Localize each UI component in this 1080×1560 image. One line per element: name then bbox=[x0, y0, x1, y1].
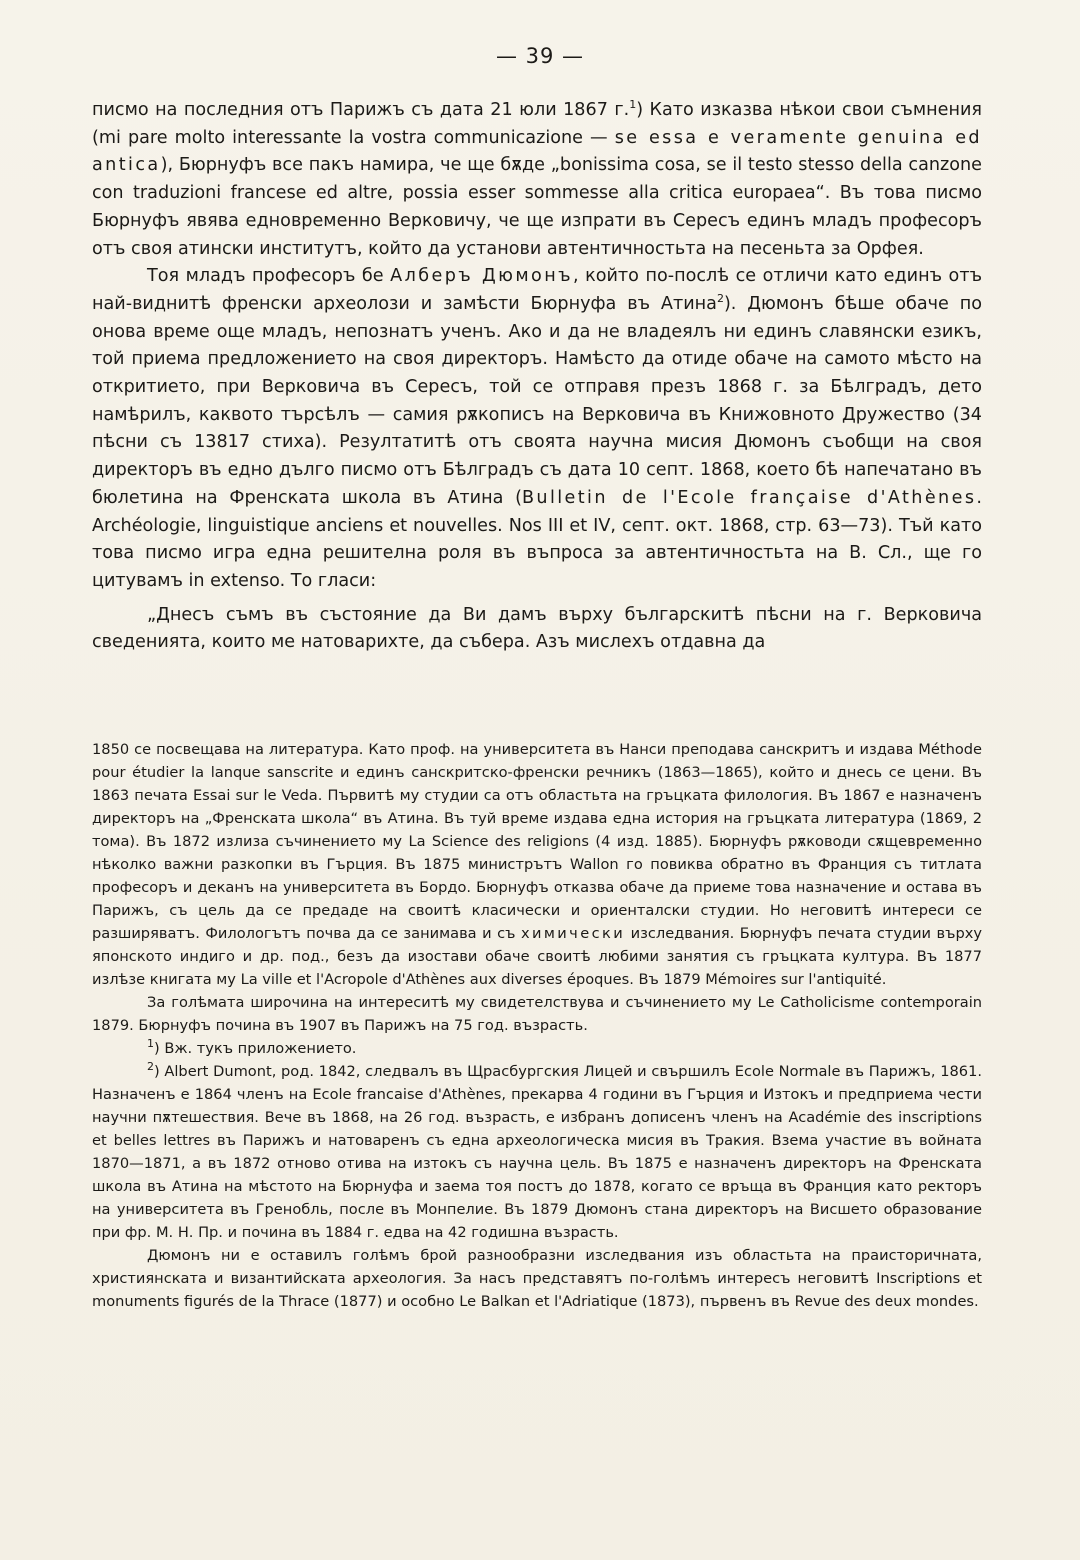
p1-text-b: ) Като изказва нѣкои свои съмнения (mi pare molto interessante la vostra communicazione — bbox=[92, 100, 982, 148]
p2-text-a: Тоя младъ професоръ бе bbox=[147, 266, 391, 287]
main-text bbox=[92, 97, 982, 657]
paragraph-2 bbox=[92, 263, 982, 595]
paragraph-1 bbox=[92, 97, 982, 263]
p2-text-b: , който по-послѣ се отличи като единъ отъ най-виднитѣ френски археолози и замѣсти Бюрнуфа въ Атина bbox=[92, 266, 982, 314]
footnote-2-continuation: Дюмонъ ни е оставилъ голѣмъ брой разнообразни изследвания изъ областьта на праисторичната, християнската и византийската археология. За насъ представятъ по-голѣмъ интересъ неговитѣ Inscriptions et monuments figurés de la Thrace (1877) и особно Le Balkan et l'Adriatique (1873), първенъ въ Revue des deux mondes. bbox=[92, 1247, 982, 1310]
p2-text-d: . Archéologie, linguistique anciens et nouvelles. Nos III et IV, септ. окт. 1868, стр. 63—73). Тъй като това писмо игра една решителна роля въ въпроса за автентичностьта на В. Сл., ще го цитувамъ in extenso. То гласи: bbox=[92, 487, 982, 591]
footnote-2-text: ) Albert Dumont, род. 1842, следвалъ въ Щрасбургския Лицей и свършилъ Ecole Normale въ Парижъ, 1861. Назначенъ е 1864 членъ на Ecole francaise d'Athènes, прекарва 4 години въ Гърция и Изтокъ и предприема чести научни пѫтешествия. Вече въ 1868, на 26 год. възрасть, е избранъ дописенъ членъ на Académie des inscriptions et belles lettres въ Парижъ и натоваренъ съ една археологическа мисия въ Тракия. Взема участие въ войната 1870—1871, а въ 1872 отново отива на изтокъ съ научна цель. Въ 1875 е назначенъ директоръ на Френската школа въ Атина на мѣстото на Бюрнуфа и заема тоя постъ до 1878, когато се връща въ Франция като ректоръ на университета въ Гренобль, после въ Монпелие. Въ 1879 Дюмонъ стана директоръ на Висшето образование при фр. М. Н. Пр. и почина въ 1884 г. едва на 42 годишна възрасть. bbox=[92, 1063, 982, 1241]
footnote-1-marker: 1 bbox=[147, 1037, 154, 1051]
p2-text-c: ). Дюмонъ бѣше обаче по онова време още младъ, непознатъ ученъ. Ако и да не владеялъ ни единъ славянски езикъ, той приема предложението на своя директоръ. Намѣсто да отиде обаче на самото мѣсто на откритието, при Верковича въ Сересъ, той се отправя презъ 1868 г. за Бѣлградъ, дето намѣрилъ, каквото търсѣлъ — самия рѫкописъ на Верковича въ Книжовното Дружество (34 пѣсни съ 13817 стиха). Резултатитѣ отъ своята научна мисия Дюмонъ съобщи на своя директоръ въ едно дълго писмо отъ Бѣлградъ съ дата 10 септ. 1868, което бѣ напечатано въ бюлетина на Френската школа въ Атина ( bbox=[92, 293, 982, 508]
page-number: — 39 — bbox=[495, 44, 585, 68]
fn-cont-text: 1850 се посвещава на литература. Като проф. на университета въ Нанси преподава санскритъ и издава Méthode pour étudier la lanque sanscrite и единъ санскритско-френски речникъ (1863—1865), който и днесь се цени. Въ 1863 печата Essai sur le Veda. Първитѣ му студии са отъ областьта на гръцката филология. Въ 1867 е назначенъ директоръ на „Френската школа“ въ Атина. Въ туй време издава една история на гръцката литература (1869, 2 тома). Въ 1872 излиза съчинението му La Science des religions (4 изд. 1885). Бюрнуфъ рѫководи сѫщевременно нѣколко важни разкопки въ Гърция. Въ 1875 министрътъ Wallon го повиква обратно въ Франция съ титлата професоръ и деканъ на университета въ Бордо. Бюрнуфъ отказва обаче да приеме това назначение и остава въ Парижъ, съ цель да се предаде на своитѣ класически и ориенталски студии. Но неговитѣ интереси се разширяватъ. Филологътъ почва да се занимава и съ bbox=[92, 741, 982, 942]
footnote-2 bbox=[92, 1060, 982, 1244]
p2-spaced-name: Алберъ Дюмонъ bbox=[390, 266, 573, 287]
p1-spaced-quote: se essa e veramente genuina ed antica bbox=[92, 127, 982, 176]
footnote-1-text: ) Вж. тукъ приложението. bbox=[154, 1040, 357, 1057]
fn-cont-spaced: химически bbox=[520, 925, 626, 942]
footnote-ref-2: 2 bbox=[716, 292, 724, 306]
p2-bulletin-title: Bulletin de l'Ecole française d'Athènes bbox=[521, 487, 977, 508]
footnote-continuation bbox=[92, 738, 982, 991]
footnote-continuation-2: За голѣмата широчина на интереситѣ му свидетелствува и съчинението му Le Catholicisme contemporain 1879. Бюрнуфъ почина въ 1907 въ Парижъ на 75 год. възрасть. bbox=[92, 994, 982, 1034]
p1-text-c: ), Бюрнуфъ все пакъ намира, че ще бѫде „bonissima cosa, se il testo stesso della canzone con traduzioni francese ed altre, possia esser sommesse alla critica europaea“. Въ това писмо Бюрнуфъ явява едновременно Верковичу, че ще изпрати въ Сересъ единъ младъ професоръ отъ своя атински институтъ, който да установи автентичностьта на песеньта за Орфея. bbox=[92, 155, 982, 259]
paragraph-3-quote: „Днесъ съмъ въ състояние да Ви дамъ върху българскитѣ пѣсни на г. Верковича сведенията, които ме натоварихте, да събера. Азъ мислехъ отдавна да bbox=[92, 604, 982, 653]
footnote-ref-1: 1 bbox=[629, 98, 637, 112]
footnote-2-marker: 2 bbox=[147, 1060, 154, 1074]
fn-cont-end: изследвания. Бюрнуфъ печата студии върху японското индиго и др. под., безъ да изостави обаче своитѣ любими занятия съ гръцката култура. Въ 1877 излѣзе книгата му La ville et l'Acropole d'Athènes aux diverses époques. Въ 1879 Mémoires sur l'antiquité. bbox=[92, 925, 982, 988]
p1-text-a: писмо на последния отъ Парижъ съ дата 21 юли 1867 г. bbox=[92, 100, 630, 120]
footnotes bbox=[92, 738, 982, 1313]
footnote-1 bbox=[92, 1037, 982, 1060]
